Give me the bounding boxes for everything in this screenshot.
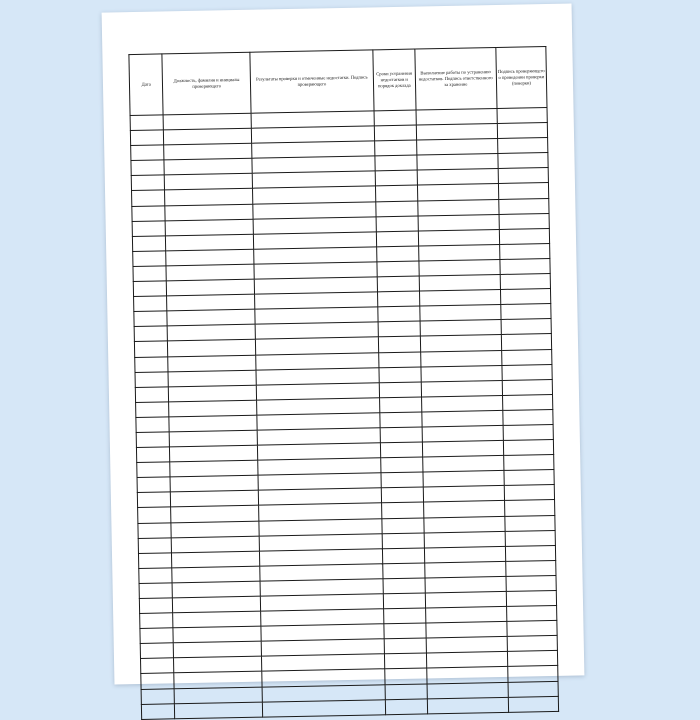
table-cell-deadline (379, 382, 421, 398)
journal-table-container (128, 46, 559, 720)
table-cell-date (138, 522, 172, 538)
table-cell-date (131, 175, 165, 191)
table-cell-deadline (375, 155, 417, 171)
table-cell-execution (425, 591, 507, 608)
table-cell-execution (420, 335, 502, 352)
table-cell-execution (421, 410, 503, 427)
table-cell-inspector (174, 656, 262, 673)
table-cell-deadline (378, 336, 420, 352)
table-cell-deadline (376, 231, 418, 247)
table-cell-deadline (376, 201, 418, 217)
table-cell-deadline (376, 216, 418, 232)
table-cell-inspector (168, 355, 256, 372)
table-cell-date (131, 145, 165, 161)
table-cell-results (262, 699, 385, 716)
table-cell-signature (497, 108, 547, 124)
table-cell-signature (498, 153, 548, 169)
table-body (130, 108, 559, 720)
table-cell-deadline (384, 638, 426, 654)
table-cell-signature (508, 696, 558, 712)
table-cell-deadline (377, 261, 419, 277)
table-cell-inspector (165, 174, 253, 191)
table-cell-date (130, 115, 164, 131)
table-cell-execution (416, 124, 498, 141)
table-cell-signature (502, 364, 552, 380)
table-cell-deadline (382, 518, 424, 534)
table-cell-date (134, 326, 168, 342)
table-cell-inspector (172, 566, 260, 583)
table-cell-signature (507, 651, 557, 667)
column-header-signature: Подпись проверяющего о проведении проверки (поверки) (496, 47, 547, 109)
table-cell-execution (417, 199, 499, 216)
table-cell-deadline (381, 502, 423, 518)
table-cell-execution (423, 501, 505, 518)
table-cell-date (130, 130, 164, 146)
table-cell-signature (505, 545, 555, 561)
column-header-results: Результаты проверки и отмеченные недостатки. Подпись проверяющего (250, 50, 374, 113)
table-cell-execution (425, 622, 507, 639)
table-cell-signature (499, 198, 549, 214)
inspection-journal-table (128, 46, 559, 720)
table-cell-signature (508, 666, 558, 682)
table-cell-inspector (174, 687, 262, 704)
table-cell-signature (504, 500, 554, 516)
table-cell-date (141, 673, 175, 689)
table-cell-date (135, 356, 169, 372)
table-cell-inspector (172, 581, 260, 598)
table-cell-date (136, 402, 170, 418)
table-cell-signature (503, 424, 553, 440)
table-cell-signature (501, 304, 551, 320)
table-cell-deadline (382, 548, 424, 564)
table-cell-execution (425, 607, 507, 624)
table-cell-inspector (175, 702, 263, 719)
table-cell-signature (504, 485, 554, 501)
table-cell-deadline (380, 412, 422, 428)
table-cell-execution (418, 244, 500, 261)
table-cell-signature (504, 455, 554, 471)
table-cell-date (141, 703, 175, 719)
table-cell-execution (419, 290, 501, 307)
table-cell-inspector (172, 551, 260, 568)
table-cell-execution (426, 637, 508, 654)
table-cell-inspector (165, 189, 253, 206)
column-header-date: Дата (129, 54, 164, 116)
table-cell-signature (497, 123, 547, 139)
table-cell-inspector (171, 521, 259, 538)
table-cell-signature (506, 560, 556, 576)
table-cell-execution (426, 652, 508, 669)
table-cell-execution (420, 350, 502, 367)
table-cell-deadline (384, 623, 426, 639)
table-cell-date (134, 311, 168, 327)
table-cell-date (141, 688, 175, 704)
table-cell-date (137, 477, 171, 493)
table-cell-signature (507, 636, 557, 652)
table-cell-execution (417, 169, 499, 186)
table-cell-signature (506, 606, 556, 622)
table-cell-deadline (385, 699, 427, 715)
table-cell-inspector (167, 309, 255, 326)
table-cell-inspector (171, 490, 259, 507)
table-cell-inspector (173, 626, 261, 643)
table-cell-date (138, 553, 172, 569)
table-cell-inspector (164, 158, 252, 175)
table-cell-inspector (173, 611, 261, 628)
table-cell-signature (498, 168, 548, 184)
table-cell-inspector (170, 430, 258, 447)
table-cell-inspector (173, 596, 261, 613)
table-cell-execution (422, 456, 504, 473)
table-cell-deadline (379, 397, 421, 413)
table-cell-inspector (165, 204, 253, 221)
table-cell-deadline (385, 668, 427, 684)
table-cell-inspector (168, 370, 256, 387)
table-cell-signature (499, 228, 549, 244)
table-cell-inspector (167, 324, 255, 341)
table-cell-inspector (170, 460, 258, 477)
table-cell-inspector (174, 641, 262, 658)
table-cell-execution (418, 229, 500, 246)
table-cell-deadline (383, 563, 425, 579)
table-cell-signature (505, 530, 555, 546)
table-cell-deadline (377, 246, 419, 262)
table-cell-date (132, 221, 166, 237)
table-cell-inspector (171, 506, 259, 523)
table-cell-deadline (384, 608, 426, 624)
table-cell-deadline (381, 472, 423, 488)
table-cell-date (138, 507, 172, 523)
table-cell-signature (504, 470, 554, 486)
table-cell-date (136, 447, 170, 463)
table-cell-date (137, 462, 171, 478)
table-cell-deadline (383, 593, 425, 609)
table-cell-inspector (170, 475, 258, 492)
table-cell-execution (426, 667, 508, 684)
table-cell-date (136, 432, 170, 448)
table-cell-execution (423, 471, 505, 488)
table-cell-deadline (375, 186, 417, 202)
table-cell-execution (425, 576, 507, 593)
table-cell-inspector (169, 400, 257, 417)
table-cell-execution (416, 139, 498, 156)
table-cell-deadline (381, 487, 423, 503)
table-cell-signature (500, 258, 550, 274)
table-cell-execution (421, 395, 503, 412)
table-cell-deadline (384, 653, 426, 669)
table-cell-signature (501, 334, 551, 350)
table-cell-deadline (383, 578, 425, 594)
table-cell-inspector (169, 415, 257, 432)
table-cell-execution (422, 425, 504, 442)
table-cell-execution (424, 546, 506, 563)
table-cell-signature (501, 319, 551, 335)
table-cell-execution (416, 109, 498, 126)
table-cell-execution (421, 365, 503, 382)
table-cell-execution (424, 531, 506, 548)
table-cell-execution (419, 275, 501, 292)
table-cell-deadline (382, 533, 424, 549)
column-header-inspector: Должность, фамилия и инициалы проверяющего (162, 52, 251, 115)
table-cell-inspector (168, 340, 256, 357)
table-cell-date (138, 537, 172, 553)
table-cell-signature (503, 409, 553, 425)
table-cell-signature (500, 289, 550, 305)
table-cell-execution (421, 380, 503, 397)
table-cell-inspector (164, 128, 252, 145)
table-cell-execution (427, 682, 509, 699)
table-cell-inspector (165, 219, 253, 236)
table-cell-inspector (170, 445, 258, 462)
table-cell-date (140, 643, 174, 659)
table-cell-inspector (164, 143, 252, 160)
table-cell-date (133, 281, 167, 297)
table-cell-signature (502, 349, 552, 365)
table-cell-signature (505, 515, 555, 531)
table-cell-signature (498, 138, 548, 154)
table-cell-date (135, 371, 169, 387)
table-cell-execution (419, 305, 501, 322)
table-cell-date (132, 190, 166, 206)
table-header-row (129, 47, 547, 116)
table-cell-date (139, 568, 173, 584)
table-cell-execution (423, 516, 505, 533)
table-cell-deadline (381, 457, 423, 473)
table-cell-execution (419, 259, 501, 276)
table-cell-execution (417, 184, 499, 201)
table-cell-signature (500, 274, 550, 290)
table-cell-date (134, 341, 168, 357)
table-cell-execution (423, 486, 505, 503)
table-cell-deadline (379, 367, 421, 383)
table-cell-date (131, 160, 165, 176)
table-cell-signature (502, 394, 552, 410)
table-cell-deadline (385, 684, 427, 700)
table-cell-date (137, 492, 171, 508)
table-cell-deadline (378, 321, 420, 337)
table-cell-date (135, 387, 169, 403)
table-cell-date (134, 296, 168, 312)
table-cell-date (140, 613, 174, 629)
table-cell-inspector (167, 294, 255, 311)
table-cell-signature (508, 681, 558, 697)
column-header-deadline: Сроки устранения недостатков и порядок доклада (373, 49, 416, 111)
table-cell-inspector (166, 249, 254, 266)
table-cell-signature (499, 213, 549, 229)
table-cell-deadline (374, 110, 416, 126)
table-cell-execution (420, 320, 502, 337)
table-cell-signature (500, 243, 550, 259)
table-cell-date (140, 628, 174, 644)
column-header-execution: Выполнение работы по устранению недостатков. Подпись ответственного за хранение (414, 48, 496, 111)
table-cell-date (136, 417, 170, 433)
table-cell-deadline (377, 276, 419, 292)
table-cell-signature (507, 621, 557, 637)
table-cell-deadline (379, 352, 421, 368)
table-header (129, 47, 547, 116)
table-cell-inspector (174, 672, 262, 689)
table-cell-deadline (374, 125, 416, 141)
table-cell-signature (503, 440, 553, 456)
table-cell-deadline (375, 140, 417, 156)
table-cell-execution (417, 154, 499, 171)
table-cell-execution (422, 441, 504, 458)
table-cell-date (139, 583, 173, 599)
table-cell-deadline (380, 442, 422, 458)
table-cell-inspector (166, 234, 254, 251)
table-cell-inspector (166, 264, 254, 281)
table-cell-deadline (378, 306, 420, 322)
table-cell-date (133, 266, 167, 282)
table-cell-date (141, 658, 175, 674)
table-cell-execution (418, 214, 500, 231)
table-cell-deadline (380, 427, 422, 443)
table-cell-date (133, 251, 167, 267)
table-cell-date (132, 236, 166, 252)
table-cell-inspector (167, 279, 255, 296)
table-cell-date (139, 598, 173, 614)
table-cell-signature (506, 575, 556, 591)
table-cell-inspector (172, 536, 260, 553)
document-page (102, 4, 585, 685)
table-cell-deadline (375, 170, 417, 186)
table-cell-deadline (377, 291, 419, 307)
table-cell-signature (502, 379, 552, 395)
table-cell-inspector (163, 113, 251, 130)
table-cell-execution (424, 561, 506, 578)
table-cell-date (132, 205, 166, 221)
table-cell-signature (506, 590, 556, 606)
table-cell-inspector (169, 385, 257, 402)
table-cell-signature (498, 183, 548, 199)
